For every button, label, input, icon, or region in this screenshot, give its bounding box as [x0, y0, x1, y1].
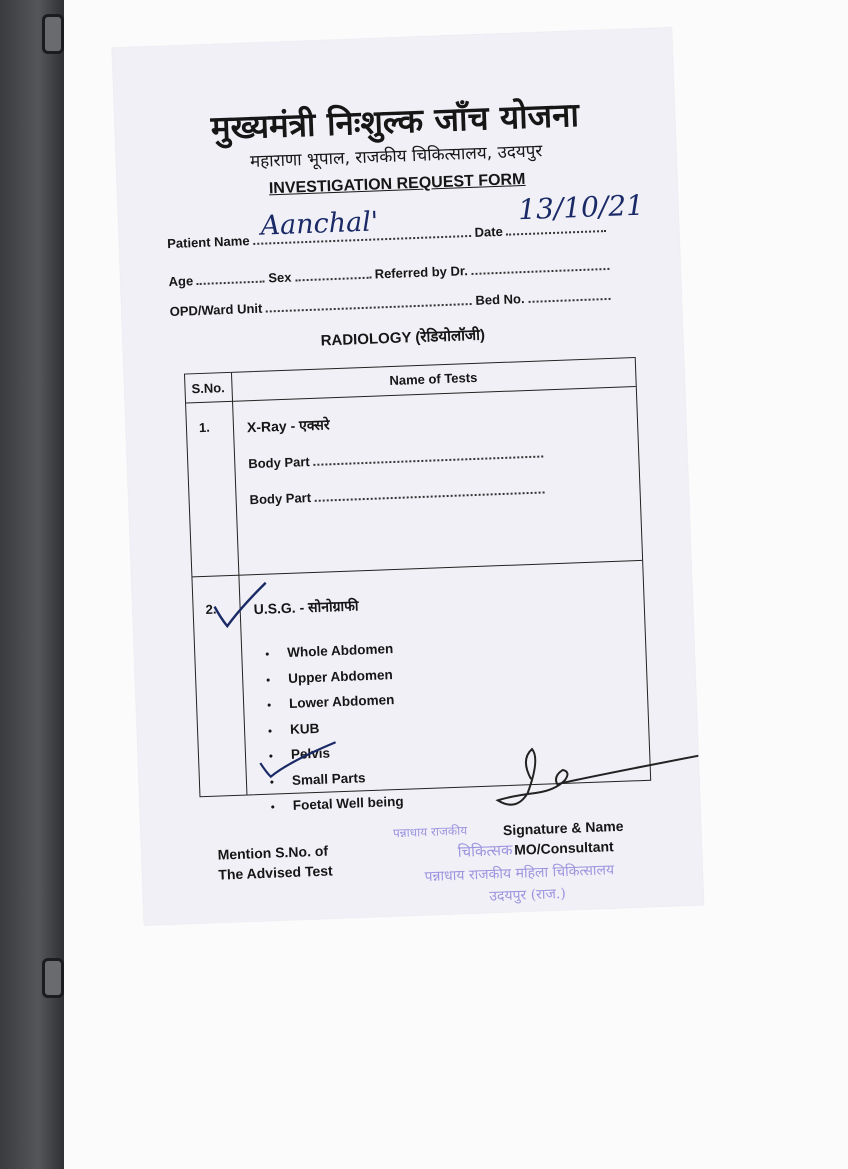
date-handwritten: 13/10/21: [517, 188, 645, 227]
footer-right-line2: MO/Consultant: [513, 838, 614, 858]
xray-test: X-Ray - एक्सरे: [246, 416, 330, 436]
bed-label: Bed No.: [475, 291, 525, 308]
usg-option-kub: • KUB: [268, 713, 402, 743]
radiology-section-title: RADIOLOGY (रेडियोलॉजी): [320, 326, 486, 350]
hospital-name: महाराणा भूपाल, राजकीय चिकित्सालय, उदयपुर: [249, 141, 543, 173]
request-form-paper: [112, 27, 704, 925]
row1-sno: 1.: [198, 419, 211, 436]
body-part-label-1: Body Part: [248, 454, 310, 472]
usg-option-foetal-well-being: • Foetal Well being: [270, 790, 404, 820]
usg-option-whole-abdomen: • Whole Abdomen: [265, 637, 399, 667]
usg-option-lower-abdomen: • Lower Abdomen: [267, 688, 401, 718]
sno-header: S.No.: [191, 380, 226, 397]
opd-label: OPD/Ward Unit: [169, 300, 263, 320]
usg-test: U.S.G. - सोनोग्राफी: [253, 597, 359, 618]
form-hindi-title: मुख्यमंत्री निःशुल्क जाँच योजना: [210, 94, 580, 148]
handwritten-marks: [112, 27, 704, 925]
signature-scribble: [496, 742, 704, 805]
body-part-label-2: Body Part: [249, 490, 312, 508]
stamp-line-3: पन्नाधाय राजकीय महिला चिकित्सालय: [424, 862, 615, 886]
patient-name-handwritten: Aanchal': [260, 206, 379, 242]
footer-mention-sno: [217, 840, 333, 884]
footer-right-line1: Signature & Name: [502, 817, 624, 839]
tests-header: Name of Tests: [389, 369, 478, 389]
age-label: Age: [168, 273, 194, 290]
referred-label: Referred by Dr.: [374, 263, 469, 282]
footer-left-line2: The Advised Test: [218, 862, 333, 883]
binder-clip-bottom: [42, 958, 64, 998]
row2-sno: 2.: [205, 601, 217, 617]
stamp-line-1: पन्नाधाय राजकीय: [392, 823, 468, 841]
footer-left-line1: Mention S.No. of: [217, 842, 329, 863]
form-title: INVESTIGATION REQUEST FORM: [268, 170, 526, 198]
pelvis-tick-mark: [260, 742, 337, 777]
usg-option-pelvis: • Pelvis: [269, 739, 403, 769]
sex-label: Sex: [268, 269, 292, 286]
binder-clip-top: [42, 14, 64, 54]
patient-name-label: Patient Name: [166, 233, 250, 252]
scanner-edge: [0, 0, 64, 1169]
stamp-line-2: चिकित्सक: [457, 840, 513, 861]
footer-signature-block: [503, 816, 625, 860]
stamp-line-4: उदयपुर (राज.): [489, 885, 567, 905]
date-label: Date: [474, 223, 504, 240]
usg-option-small-parts: • Small Parts: [270, 764, 404, 794]
usg-option-upper-abdomen: • Upper Abdomen: [266, 662, 400, 692]
usg-tick-mark: [214, 583, 268, 627]
